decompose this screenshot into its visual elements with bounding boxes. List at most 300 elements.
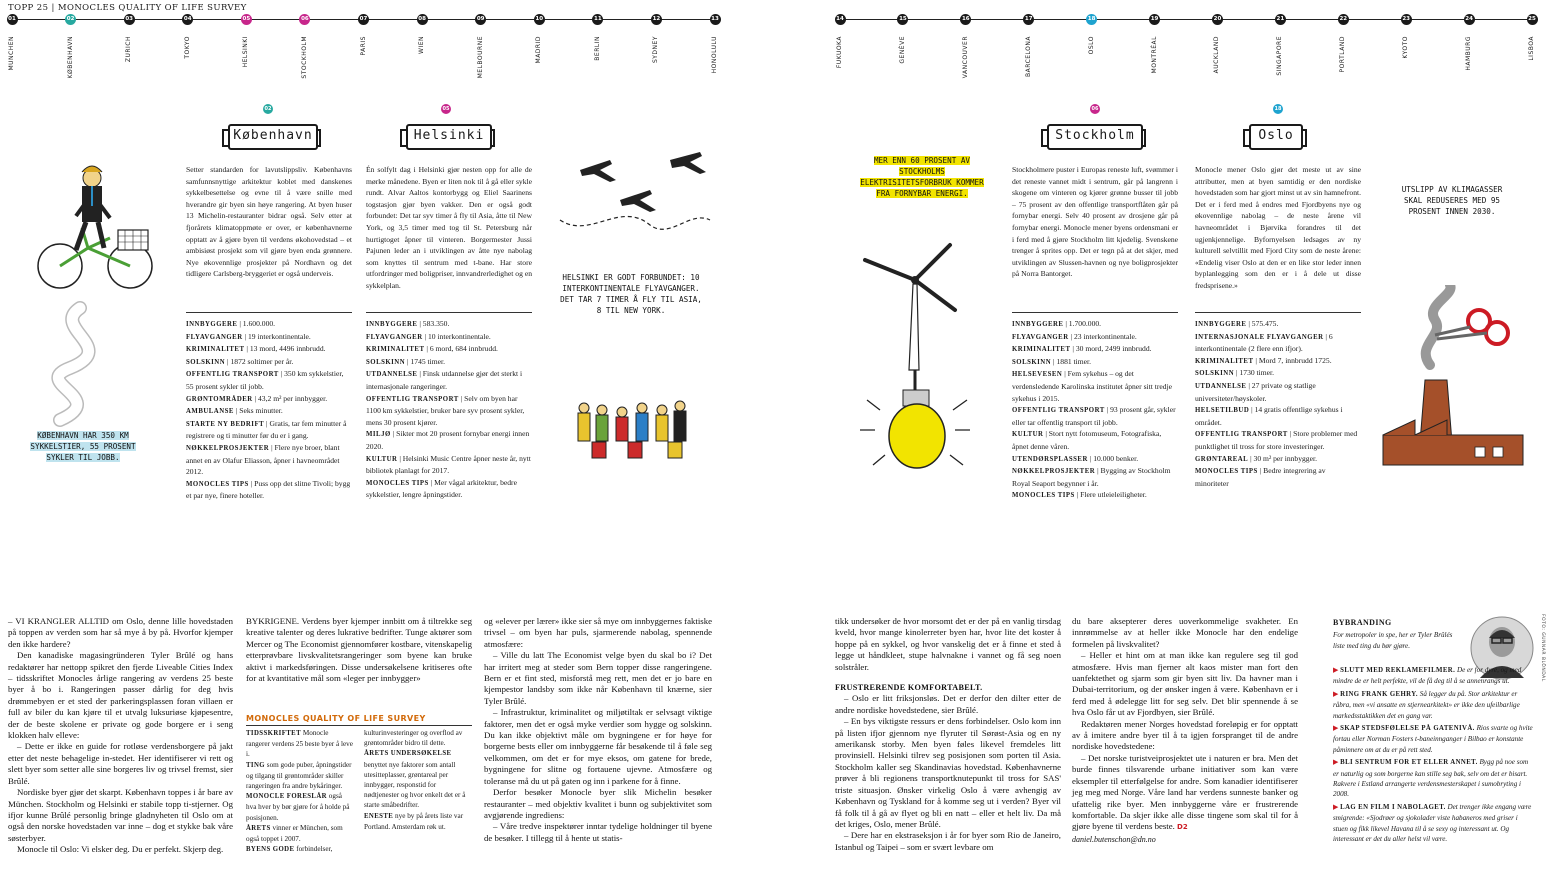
fact-separator: |	[242, 331, 248, 341]
helsinki-rank-dot: 05	[442, 106, 450, 112]
fact-row	[1012, 453, 1178, 466]
timeline-rank-dot: 12	[651, 14, 662, 25]
kobenhavn-rule	[186, 312, 352, 313]
fact-key: MONOCLES TIPS	[186, 480, 249, 488]
fact-row	[1012, 465, 1178, 489]
timeline-city-label: HELSINKI	[242, 36, 250, 68]
fact-separator: |	[278, 369, 285, 379]
fact-separator: |	[1323, 331, 1329, 341]
stockholm-rule	[1012, 312, 1178, 313]
timeline-city-label: HONOLULU	[711, 36, 718, 74]
fact-row	[1012, 404, 1178, 428]
survey-col-b	[364, 728, 472, 832]
bybranding-item	[1333, 723, 1533, 755]
paragraph: – VI KRANGLER ALLTID om Oslo, denne lille hovedstaden på toppen av verden som har så mye å by på. Hvorfor kjemper den ikke hardere?	[8, 616, 233, 649]
fact-key: SOLSKINN	[366, 358, 406, 366]
timeline-rank-dot: 25	[1527, 14, 1538, 25]
timeline-city-label: MONTRÉAL	[1150, 36, 1158, 74]
bybranding-lead: For metropoler in spe, her er Tyler Brûlés liste med ting du bør gjøre.	[1333, 631, 1453, 650]
bybranding-item-head: SLUTT MED REKLAMEFILMER.	[1340, 667, 1456, 674]
paragraph: Nordiske byer gjør det skarpt. København toppes i år bare av München. Stockholm og Helsinki er stabile topp ti-stjerner. Og ifjor kunne Brûlé personlig bringe gladnyheten til Oslo om at også den norske hovedstaden var inne – dog et stykke bak våre søsterbyer.	[8, 787, 233, 843]
bybranding-title: BYBRANDING	[1333, 618, 1392, 627]
paragraph: – Infrastruktur, kriminalitet og miljøtiltak er selvsagt viktige faktorer, men det er også myke verdier som hygge og solskinn. Du kan ikke objektivt måle om bygningene er for høye for borgerne bests eller om innbyggerne får besøkende til å føle seg velkommen, om det er for mye eksos, om gatene for brede, bygningene for slitne og fortauene ujevne. Atmosfære og toleranse må du ut på gaten og inn i parkene for å finne.	[484, 707, 712, 786]
fact-separator: |	[1257, 466, 1264, 476]
subheading: FRUSTRERENDE KOMFORTABELT.	[835, 683, 983, 693]
byline: daniel.butenschon@dn.no	[1072, 834, 1156, 844]
paragraph	[1072, 616, 1298, 650]
fact-key: GRØNTAREAL	[1195, 455, 1249, 463]
fact-value: Selv om byen har 1100 km sykkelstier, bruker bare syv prosent sykler, mens 30 prosent kjører.	[366, 393, 525, 427]
fact-value: 30 mord, 2499 innbrudd.	[1075, 344, 1152, 354]
fact-separator: |	[248, 478, 255, 488]
fact-value: Sikter mot 20 prosent fornybar energi innen 2020.	[366, 429, 530, 451]
fact-separator: |	[417, 319, 423, 328]
fact-separator: |	[1095, 466, 1101, 476]
fact-value: Flere nye broer, blant annet en av Olafur Eliasson, åpner i havneområdet 2012.	[186, 442, 340, 477]
paragraph-text: – Det norske turistveiprosjektet ute i naturen er bra. Men det burde finnes tilsvarende urbane initiativer som kan være eksempler til etterfølgelse for andre. Som kanadier identifiserer jeg meg med Norge. Våre land har verdens sunneste banker og ufattelig rike byer. Men innbyggerne våre er frustrerende komfortable. Da skjer ikke alle disse tingene som skal til for å gjøre byene til verdens beste.	[1072, 752, 1298, 832]
fact-separator: |	[225, 356, 231, 366]
fact-row	[186, 442, 352, 478]
fact-row	[366, 453, 532, 477]
timeline-city-label: WIEN	[418, 36, 426, 54]
timeline-rank-dot: 21	[1275, 14, 1286, 25]
fact-value: 1.600.000.	[242, 319, 276, 328]
timeline-rank-dot: 10	[534, 14, 545, 25]
fact-separator: |	[264, 418, 270, 428]
fact-value: Flere utleieleiligheter.	[1080, 490, 1147, 500]
arrow-icon: ▶	[1333, 724, 1341, 733]
timeline-rank-dot: 03	[124, 14, 135, 25]
bybranding-item-text: De er for dyre, og med mindre de er helt perfekte, vil de få deg til å se annenrangs ut.	[1333, 666, 1522, 686]
kobenhavn-rank-dot: 02	[264, 106, 272, 112]
stockholm-rank-dot: 06	[1091, 106, 1099, 112]
fact-value: Stort nytt fotomuseum, Fotografiska, åpnet denne våren.	[1012, 429, 1162, 451]
survey-key: BYENS GODE	[246, 846, 295, 854]
oslo-banner	[1249, 124, 1303, 150]
fact-key: SOLSKINN	[1195, 370, 1235, 378]
fact-key: KULTUR	[1012, 431, 1044, 439]
fact-row	[1012, 356, 1178, 369]
fact-row	[1195, 453, 1361, 466]
fact-separator: |	[1246, 319, 1252, 328]
travelers-illustration	[572, 398, 712, 468]
article-col-2	[246, 616, 472, 684]
kobenhavn-intro: Setter standarden for lavutslippsliv. Københavns samfunnsnyttige arkitektur koblet med danskenes sykkelbesettelse og evne til å være snille med hverandre gir byen sin høye rangering. At byen huser 13 Michelin-restauranter bidrar også. Selv etter at fjorårets klimatoppmøte er over, er københavnerne opptatt av å gjøre byen til verdens økohovedstad – et ambisiøst prosjekt som vil gjøre byen enda grønnere. Nye økovennlige prosjekter på Nordhavn og det tidligere Carlsberg-bryggeriet er også underveis.	[186, 165, 352, 279]
fact-value: 583.350.	[422, 319, 450, 328]
airplanes-illustration	[550, 140, 720, 260]
fact-value: Bygging av Stockholm Royal Seaport begynner i år.	[1012, 466, 1171, 488]
fact-separator: |	[1043, 429, 1049, 439]
fact-value: Fem sykehus – og det verdensledende Karolinska institutet åpner sitt tredje sykehus i 2015.	[1012, 369, 1173, 403]
survey-value: Monocle rangerer verdens 25 beste byer å leve i.	[246, 729, 353, 759]
timeline-city-label: SYDNEY	[652, 36, 660, 64]
fact-key: OFFENTLIG TRANSPORT	[1195, 431, 1288, 439]
helsinki-title: Helsinki	[413, 128, 485, 143]
helsinki-rule	[366, 312, 532, 313]
fact-key: KULTUR	[366, 455, 398, 463]
fact-separator: |	[1253, 355, 1259, 365]
fact-key: OFFENTLIG TRANSPORT	[366, 395, 459, 403]
fact-value: 93 prosent går, sykler eller tar offentlig transport til jobb.	[1012, 405, 1176, 427]
timeline-rank-dot: 19	[1149, 14, 1160, 25]
fact-value: 10.000 benker.	[1093, 453, 1139, 463]
fact-key: KRIMINALITET	[186, 346, 245, 354]
paragraph-text: Redaktøren mener Norges hovedstad foreløpig er for opptatt av å imitere andre byer til å ta igjen forspranget til de andre nordiske hovedstedene:	[1072, 718, 1298, 752]
survey-value: nye by på årets liste var Portland. Amsterdam røk ut.	[364, 811, 464, 831]
fact-separator: |	[1246, 380, 1252, 390]
survey-col-a	[246, 728, 354, 855]
fact-separator: |	[1104, 405, 1111, 415]
paragraph: Den kanadiske magasingründeren Tyler Brûlé og hans redaktører har nettopp spikret den fjerde Liveable Cities Index – tidsskriftet Monocles årlige rangering av verdens 25 beste byer å bo i. Rangeringen passer dårlig for deg hvis drømmebyen er et sted der parkeringsplassen foran villaen er full av biler du kan kjøre til et utvalg luksuriøse kjøpesentre, der de beste skolene er private og gode borgere er i seng klokken halv elleve:	[8, 650, 233, 741]
oslo-title: Oslo	[1258, 128, 1294, 143]
fact-separator: |	[428, 477, 435, 487]
timeline-rank-dot: 24	[1464, 14, 1475, 25]
fact-separator: |	[244, 344, 250, 354]
timeline-city-label: GENÈVE	[898, 36, 906, 64]
fact-key: OFFENTLIG TRANSPORT	[186, 371, 279, 379]
timeline-city-label: BERLIN	[593, 36, 601, 61]
paragraph: og «elever per lærer» ikke sier så mye om innbyggernes faktiske trivsel – om byen har puls, sjarmerende nabolag, spennende atmosfære:	[484, 616, 712, 649]
fact-key: KRIMINALITET	[1195, 357, 1254, 365]
oslo-caption	[1392, 184, 1512, 217]
stockholm-caption	[852, 155, 992, 199]
bybranding-item	[1333, 802, 1533, 845]
windmill-lightbulb-illustration	[855, 240, 995, 480]
kobenhavn-title: København	[233, 128, 313, 143]
timeline-city-label: LISBOA	[1528, 36, 1535, 61]
timeline-rank-dot: 05	[241, 14, 252, 25]
page-header: TOPP 25 | MONOCLES QUALITY OF LIFE SURVEY	[8, 3, 247, 13]
fact-row	[366, 368, 532, 392]
fact-row	[366, 331, 532, 344]
fact-value: 6 mord, 684 innbrudd.	[429, 344, 498, 354]
fact-row	[1195, 318, 1361, 331]
bybranding-item-head: BLI SENTRUM FOR ET ELLER ANNET.	[1340, 759, 1478, 767]
fact-key: HELSEVESEN	[1012, 371, 1063, 379]
survey-rule	[246, 725, 472, 726]
fact-value: 10 interkontinentale.	[427, 331, 491, 341]
fact-separator: |	[1234, 368, 1240, 378]
fact-row	[1195, 331, 1361, 355]
timeline-city-label: SINGAPORE	[1276, 36, 1284, 76]
fact-row	[1012, 331, 1178, 344]
timeline-rank-dot: 15	[897, 14, 908, 25]
stockholm-banner	[1047, 124, 1143, 150]
fact-key: KRIMINALITET	[1012, 346, 1071, 354]
fact-row	[1195, 428, 1361, 452]
fact-key: AMBULANSE	[186, 408, 234, 416]
fact-row	[366, 393, 532, 429]
fact-separator: |	[458, 393, 465, 403]
fact-value: 1730 timer.	[1239, 368, 1275, 378]
fact-separator: |	[405, 356, 411, 366]
fact-key: SOLSKINN	[186, 358, 226, 366]
fact-separator: |	[1068, 331, 1074, 341]
fact-key: FLYAVGANGER	[1012, 333, 1069, 341]
fact-row	[366, 477, 532, 501]
paragraph	[1072, 719, 1298, 753]
paragraph: – Oslo er litt friksjonsløs. Det er derfor den dilter etter de andre nordiske hovedstedene, sier Brûlé.	[835, 693, 1061, 715]
fact-separator: |	[417, 369, 423, 379]
fact-row	[186, 368, 352, 392]
timeline-rank-dot: 20	[1212, 14, 1223, 25]
fact-value: 43,2 m² per innbygger.	[258, 393, 328, 403]
fact-row	[186, 318, 352, 331]
oslo-intro: Monocle mener Oslo gjør det meste ut av sine attributter, men at byen samtidig er den nordiske hovedstaden som har gjort minst ut av sin hamnefront. Det er i ferd med å endres med Fjordbyens nye og økovennlige nabolag – de neste årene vil havneområdet i Bjørvika forandres til det ugjenkjennelige. Byfornyelsen ledsages av ny kulturell selvtillit med Fjord City som de neste årene: «Endelig viser Oslo at den er en like stor leder innen byplanlegging som den er i å dele ut disse fredsprisene.»	[1195, 165, 1361, 290]
timeline-rank-dot: 01	[7, 14, 18, 25]
fact-row	[1012, 343, 1178, 356]
timeline-rank-dot: 09	[475, 14, 486, 25]
timeline-rank-dot: 17	[1023, 14, 1034, 25]
survey-item	[246, 791, 354, 823]
survey-value: som gode puber, åpningstider og tilgang til grøntområder skiller rangeringen fra andre bykåringer.	[246, 760, 352, 791]
chimney-scissors-illustration	[1375, 285, 1535, 485]
fact-row	[186, 405, 352, 418]
timeline-city-label: KYOTO	[1402, 36, 1410, 59]
timeline-right-line	[840, 19, 1533, 20]
fact-row	[366, 428, 532, 452]
fact-separator: |	[1249, 405, 1255, 415]
survey-key: ÅRETS UNDERSØKELSE	[364, 750, 452, 758]
timeline-city-label: MADRID	[535, 36, 543, 64]
timeline-city-label: STOCKHOLM	[300, 36, 308, 79]
bybranding-item-head: RING FRANK GEHRY.	[1340, 690, 1419, 698]
article-col-3	[484, 616, 712, 844]
survey-item	[246, 760, 354, 792]
fact-value: Mord 7, innbrudd 1725.	[1258, 355, 1332, 365]
bybranding-item-text: Det trenger ikke engang være smigrende: «Sjodrøer og sjokolader viste habaneros med griser i stuen og fikk likevel Havana til å se sexy og interessant ut. Og interessant er det du aller helst vil være.	[1333, 802, 1532, 844]
fact-separator: |	[1248, 453, 1254, 463]
timeline-rank-dot: 08	[417, 14, 428, 25]
fact-separator: |	[1063, 319, 1069, 328]
timeline-city-label: OSLO	[1087, 36, 1095, 55]
fact-row	[1195, 367, 1361, 380]
helsinki-caption	[556, 272, 706, 316]
survey-value: forbindelser,	[296, 845, 333, 854]
fact-key: UTDANNELSE	[366, 371, 418, 379]
timeline-rank-dot: 11	[592, 14, 603, 25]
survey-key: TING	[246, 761, 265, 769]
fact-separator: |	[1074, 490, 1081, 500]
article-col-1	[8, 616, 233, 856]
fact-row	[1012, 489, 1178, 502]
fact-row	[186, 478, 352, 502]
fact-row	[366, 343, 532, 356]
arrow-icon: ▶	[1333, 802, 1341, 811]
stockholm-caption-text: MER ENN 60 PROSENT AV STOCKHOLMS ELEKTRISITETSFORBRUK KOMMER FRA FORNYBAR ENERGI.	[860, 156, 984, 198]
paragraph: – En bys viktigste ressurs er dens forbindelser. Oslo kom inn på listen ifjor gjennom nye flyruter til Sørøst-Asia og en ny amerikansk storby. Men byen føles likevel fremdeles litt provinsiell. Helsinki tilrev seg posisjonen som porten til Asia. Stockholm kaller seg Skandinavias hovedstad. Københavnerne prøver å bli regionens transportknutepunkt til tross for SAS' triste situasjon. Ønsker virkelig Oslo å være avhengig av København og Tyskland for å komme seg ut i verden? Byer vil få folk til å gå av flyet og bli en natt – eller et helt liv. Da må det kriges, Oslo, mener Brûlé.	[835, 716, 1061, 829]
timeline-city-label: MÜNCHEN	[8, 36, 15, 71]
oslo-rule	[1195, 312, 1361, 313]
survey-value: benyttet nye faktorer som antall utesitteplasser, grøntareal per innbygger, responstid for nødtjenester og hvor enkelt det er å starte småbedrifter.	[364, 760, 466, 810]
arrow-icon: ▶	[1333, 689, 1341, 698]
fact-key: STARTE NY BEDRIFT	[186, 420, 265, 428]
oslo-caption-text: UTSLIPP AV KLIMAGASSER SKAL REDUSERES MED 95 PROSENT INNEN 2030.	[1401, 185, 1503, 216]
bybranding-item-text: Så legger du på. Stor arkitektur er råbra, men «vi ansatte en stjernearkitekt» er ikke den ufeilbarlige markedsstaktikken det en gang var.	[1333, 689, 1520, 720]
fact-key: UTENDØRSPLASSER	[1012, 455, 1088, 463]
fact-separator: |	[1070, 344, 1076, 354]
survey-value: også hva hver by bør gjøre for å holde på posisjonen.	[246, 792, 350, 822]
fact-row	[1012, 318, 1178, 331]
fact-row	[1195, 465, 1361, 489]
survey-heading: MONOCLES QUALITY OF LIFE SURVEY	[246, 714, 426, 723]
bybranding-item-text: Bygg på noe som er naturlig og som borgerne kan stille seg bak, selv om det er bisart. Rakvere i Estland arrangerte verdensmesterskapet i sumobryting i 2008.	[1333, 758, 1529, 799]
fact-row	[1012, 368, 1178, 404]
survey-key: MONOCLE FORESLÅR	[246, 793, 327, 801]
fact-row	[1195, 380, 1361, 404]
timeline-city-label: PORTLAND	[1339, 36, 1347, 73]
fact-value: 23 interkontinentale.	[1073, 331, 1137, 341]
survey-value: kulturinvesteringer og overflod av grøntområder bidro til dette.	[364, 729, 463, 748]
fact-value: Puss opp det slitne Tivoli; bygg et par nye, finere hoteller.	[186, 478, 351, 501]
timeline-rank-dot: 13	[710, 14, 721, 25]
bybranding-item-head: LAG EN FILM I NABOLAGET.	[1340, 803, 1446, 811]
fact-row	[1195, 404, 1361, 428]
survey-key: ÅRETS	[246, 824, 271, 832]
fact-key: SOLSKINN	[1012, 358, 1052, 366]
stockholm-facts	[1012, 318, 1178, 502]
survey-item	[364, 728, 472, 748]
paragraph-text: – Heller et hint om at man ikke kan regulere seg til god atmosfære. Hvis man fjerner alt kaos mister man fort den uanfektethet og sjarm som gir byen sitt liv. Da havner man i Dubai-territorium, og der ønsker ingen å være. København er i ferd med å ødelegge litt for seg selv. Det blir spennende å se hva Oslo får ut av Fjordbyen, sier Brûlé.	[1072, 650, 1298, 718]
timeline-city-label: VANCOUVER	[961, 36, 969, 79]
paragraph: – Dette er ikke en guide for rotløse verdensborgere på jakt etter det neste behagelige in-stedet. Her identifiserer vi rett og slett byer som setter alle sine borgeres liv og trivsel fremst, sier Brûlé.	[8, 741, 233, 786]
fact-key: INNBYGGERE	[1195, 321, 1247, 328]
paragraph: BYKRIGENE. Verdens byer kjemper innbitt om å tiltrekke seg kreative talenter og deres lukrative bedrifter. Tunge aktører som Mercer og The Economist gjennomfører kostbare, vitenskapelig etterprøvbare livskvalitetsrangeringer som byene kan bruke aktivt i markedsføringen. Disse undersøkelsene kritiseres ofte for at kvantitative mål som «leger per innbygger»	[246, 616, 472, 684]
fact-key: FLYAVGANGER	[366, 333, 423, 341]
fact-key: INNBYGGERE	[1012, 321, 1064, 328]
paragraph: Derfor besøker Monocle byer slik Michelin besøker restauranter – med objektiv kvalitet i bunn og subjektivitet som avgjørende ingrediens:	[484, 787, 712, 820]
timeline-city-label: MELBOURNE	[476, 36, 484, 79]
timeline-rank-dot: 04	[182, 14, 193, 25]
fact-key: NØKKELPROSJEKTER	[186, 444, 270, 452]
helsinki-banner	[406, 124, 492, 150]
fact-value: Mer vågal arkitektur, bedre sykkelstier, lengre åpningstider.	[366, 477, 517, 500]
helsinki-intro: Én solfylt dag i Helsinki gjør nesten opp for alle de mørke månedene. Byen er liten nok til å gå eller sykle rundt. Alvar Aaltos kontorbygg og Eliel Saarinens togstasjon gjør byen vakker. Den er også godt forbundet: Det tar syv timer å fly til Asia, åtte til New York, og 3,5 timer med tog til St. Petersburg når hurtigtoget åpner til vinteren. Borgermester Jussi Pajunen leder an i utviklingen av åtte nye nabolag som knyttes til sentrum med t-bane. Har store utfordringer med boligpriser, innvandrerledighet og en sykkelplan.	[366, 165, 532, 290]
survey-key: ENESTE	[364, 812, 394, 820]
fact-separator: |	[1062, 369, 1068, 379]
fact-value: Finsk utdannelse gjør det sterkt i internasjonale rangeringer.	[366, 369, 523, 391]
fact-value: 1881 timer.	[1056, 356, 1092, 366]
paragraph: Monocle til Oslo: Vi elsker deg. Du er perfekt. Skjerp deg.	[17, 844, 224, 855]
fact-key: UTDANNELSE	[1195, 382, 1247, 390]
fact-key: MONOCLES TIPS	[1195, 468, 1258, 476]
fact-value: Store problemer med punktlighet til tross for store investeringer.	[1195, 429, 1358, 451]
timeline-rank-dot: 23	[1401, 14, 1412, 25]
helsinki-facts	[366, 318, 532, 501]
fact-separator: |	[390, 429, 397, 439]
timeline-rank-dot: 14	[835, 14, 846, 25]
fact-key: KRIMINALITET	[366, 346, 425, 354]
fact-row	[366, 356, 532, 369]
fact-value: 27 private og statlige universiteter/høyskoler.	[1195, 380, 1316, 403]
timeline-city-label: ZÜRICH	[125, 36, 133, 63]
fact-separator: |	[237, 319, 243, 328]
fact-key: HELSETILBUD	[1195, 407, 1250, 415]
fact-separator: |	[424, 344, 430, 354]
survey-item	[246, 823, 354, 844]
paragraph	[1072, 650, 1298, 718]
fact-key: GRØNTOMRÅDER	[186, 395, 253, 403]
stockholm-title: Stockholm	[1055, 128, 1135, 143]
kobenhavn-facts	[186, 318, 352, 502]
fact-separator: |	[252, 393, 258, 403]
paragraph: tikk undersøker de hvor morsomt det er der på en vanlig tirsdag kveld, hvor mange kinolerreter byen har, hvor lite det koster å hoppe på en sykkel, og hvor vanskelig det er å finne et sted å legge ut håndkleet, stupe halvnakne i vannet og få seg noen solstråler.	[835, 616, 1061, 672]
photo-credit: FOTO: GUNNAR BLÖNDAL	[1540, 614, 1545, 682]
article-col-4	[835, 616, 1061, 853]
fact-value: 14 gratis offentlige sykehus i området.	[1195, 405, 1343, 427]
fact-key: INTERNASJONALE FLYAVGANGER	[1195, 333, 1324, 341]
timeline-city-label: PARIS	[359, 36, 367, 56]
paragraph: – Våre tredve inspektører inntar tydelige holdninger til byene de besøker. I tillegg til å hente ut statis-	[484, 821, 712, 843]
fact-value: 30 m² per innbygger.	[1253, 453, 1317, 463]
article-col-5	[1072, 616, 1298, 845]
helsinki-caption-text: HELSINKI ER GODT FORBUNDET: 10 INTERKONTINENTALE FLYAVGANGER. DET TAR 7 TIMER Å FLY TIL ASIA, 8 TIL NEW YORK.	[560, 273, 702, 315]
fact-value: Bedre integrering av minoriteter	[1195, 466, 1326, 488]
kobenhavn-banner	[228, 124, 318, 150]
bybranding-item	[1333, 665, 1533, 687]
fact-value: Helsinki Music Centre åpner neste år, nytt bibliotek planlagt for 2017.	[366, 453, 531, 476]
fact-separator: |	[233, 406, 240, 416]
fact-value: 1.700.000.	[1068, 319, 1102, 328]
paragraph	[1072, 753, 1298, 834]
kobenhavn-caption	[18, 430, 148, 463]
fact-row	[1195, 355, 1361, 368]
survey-item	[246, 728, 354, 760]
fact-separator: |	[1287, 429, 1294, 439]
fact-key: MILJØ	[366, 431, 391, 439]
fact-separator: |	[422, 331, 428, 341]
timeline-rank-dot: 16	[960, 14, 971, 25]
oslo-facts	[1195, 318, 1361, 489]
timeline-city-label: BARCELONA	[1024, 36, 1032, 78]
fact-row	[186, 343, 352, 356]
fact-key: INNBYGGERE	[186, 321, 238, 328]
fact-key: FLYAVGANGER	[186, 333, 243, 341]
arrow-icon: ▶	[1333, 758, 1341, 767]
bybranding-items	[1333, 665, 1533, 847]
timeline-city-label: AUCKLAND	[1213, 36, 1221, 74]
fact-key: MONOCLES TIPS	[366, 479, 429, 487]
fact-row	[186, 356, 352, 369]
paragraph-text: du bare aksepterer deres uoverkommelige svakheter. En innrømmelse av at heller ikke Monocle har den endelige formelen på livskvalitet?	[1072, 616, 1298, 649]
timeline-city-label: TOKYO	[183, 36, 191, 59]
timeline-city-label: HAMBURG	[1465, 36, 1473, 71]
fact-separator: |	[1087, 453, 1094, 463]
fact-value: 19 interkontinentale.	[247, 331, 311, 341]
survey-item	[246, 844, 354, 855]
fact-separator: |	[397, 453, 403, 463]
timeline-rank-dot: 02	[65, 14, 76, 25]
fact-separator: |	[1051, 356, 1057, 366]
timeline-rank-dot: 22	[1338, 14, 1349, 25]
bybranding-item	[1333, 689, 1533, 721]
timeline-city-label: KØBENHAVN	[66, 36, 74, 79]
fact-key: INNBYGGERE	[366, 321, 418, 328]
end-mark: D2	[1177, 823, 1188, 832]
fact-value: 6 interkontinentale (2 flere enn ifjor).	[1195, 331, 1333, 354]
paragraph: – Ville du latt The Economist velge byen du skal bo i? Det har irritert meg at steder som Bern topper disse rangeringene. Bern er et fint sted, misforstå meg rett, men det er jo bare en kjempestor landsby som ikke når København til knærne, sier Tyler Brûlé.	[484, 650, 712, 706]
fact-value: 1872 soltimer per år.	[230, 356, 294, 366]
fact-key: NØKKELPROSJEKTER	[1012, 468, 1096, 476]
timeline-rank-dot: 07	[358, 14, 369, 25]
fact-value: Seks minutter.	[239, 406, 283, 416]
survey-key: TIDSSKRIFTET	[246, 730, 302, 737]
fact-value: 575.475.	[1251, 319, 1279, 328]
stockholm-intro: Stockholmere puster i Europas reneste luft, svømmer i det reneste vannet midt i sentrum, går på langrenn i skogene om vinteren og kjører grønne busser til jobb – 75 prosent av den offentlige transportflåten går på fornybar energi. Selv 40 prosent av drosjene går på fornybar energi. Monocle mener byens ordensmani er i ferd med å gjøre Stockholm litt kjedelig. Svenskene trenger å sprites opp. Det er tegn på at det skjer, med utviklingen av Slussen-havnen og nye boligprosjekter på Norra Bantorget.	[1012, 165, 1178, 279]
paragraph: – Dere har en ekstraseksjon i år for byer som Rio de Janeiro, Istanbul og Taipei – som er svært levbare om	[835, 830, 1061, 852]
timeline-rank-dot: 18	[1086, 14, 1097, 25]
cyclist-illustration	[10, 158, 175, 438]
